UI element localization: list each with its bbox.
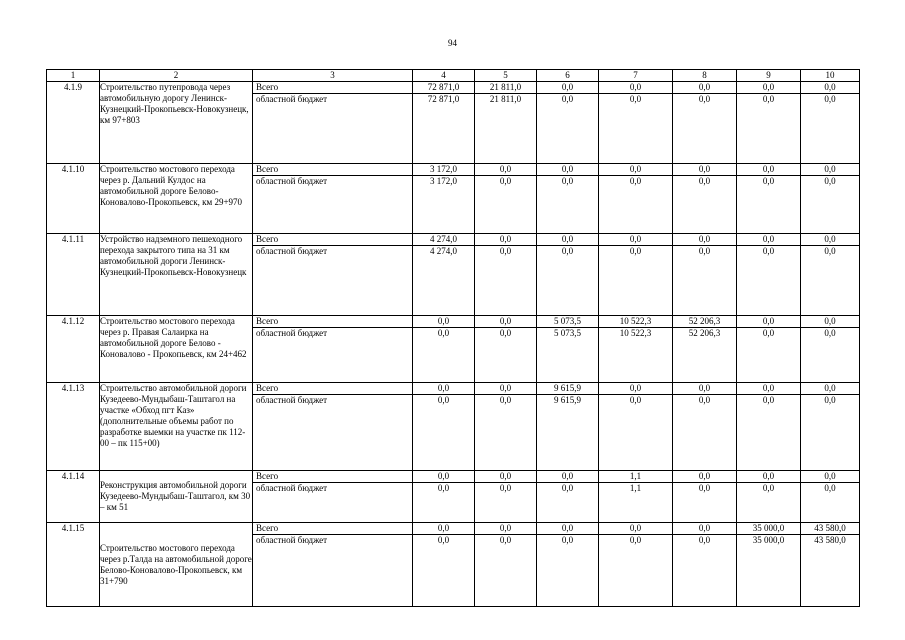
regional-value: 21 811,0: [489, 94, 522, 104]
regional-value: 52 206,3: [688, 328, 721, 338]
table-row: [47, 164, 860, 234]
value-cell: [801, 471, 860, 523]
total-value: 5 073,5: [537, 316, 598, 328]
value-cell: [801, 234, 860, 316]
regional-value: 0,0: [561, 535, 574, 545]
total-value: 72 871,0: [413, 82, 474, 94]
value-cell: [801, 523, 860, 607]
regional-value: 0,0: [762, 483, 775, 493]
regional-value: 0,0: [437, 483, 450, 493]
value-cell: [537, 234, 599, 316]
value-cell: [801, 82, 860, 164]
regional-value: 0,0: [499, 483, 512, 493]
value-cell: [413, 383, 475, 471]
total-value: 0,0: [673, 383, 736, 395]
value-cell: [737, 383, 801, 471]
total-value: 0,0: [737, 82, 800, 94]
fund-total-label: Всего: [253, 316, 412, 328]
funding-cell: [253, 383, 413, 471]
total-value: 0,0: [599, 234, 672, 246]
col-header: 9: [737, 70, 801, 82]
regional-value: 0,0: [698, 535, 711, 545]
value-cell: [599, 164, 673, 234]
row-code: 4.1.13: [47, 383, 100, 471]
col-header: 4: [413, 70, 475, 82]
regional-value: 0,0: [561, 246, 574, 256]
total-value: 0,0: [475, 316, 536, 328]
row-name: Строительство автомобильной дороги Кузедеево-Мундыбаш-Таштагол на участке «Обход пгт Каз» (дополнительные объемы работ по разработке выемки на участке пк 112-00 – пк 115+00): [100, 383, 253, 471]
regional-value: 0,0: [698, 483, 711, 493]
regional-value: 0,0: [629, 176, 642, 186]
regional-value: 0,0: [762, 94, 775, 104]
funding-cell: [253, 164, 413, 234]
regional-value: 0,0: [698, 246, 711, 256]
total-value: 1,1: [599, 471, 672, 483]
total-value: 0,0: [413, 383, 474, 395]
fund-regional-label: областной бюджет: [256, 246, 328, 256]
regional-value: 0,0: [561, 176, 574, 186]
value-cell: [475, 383, 537, 471]
total-value: 43 580,0: [801, 523, 859, 535]
value-cell: [475, 164, 537, 234]
fund-regional-label: областной бюджет: [256, 535, 328, 545]
total-value: 0,0: [413, 316, 474, 328]
total-value: 0,0: [801, 316, 859, 328]
total-value: 0,0: [537, 82, 598, 94]
value-cell: [413, 316, 475, 383]
fund-regional-label: областной бюджет: [256, 328, 328, 338]
value-cell: [537, 82, 599, 164]
total-value: 0,0: [673, 234, 736, 246]
funding-cell: [253, 471, 413, 523]
regional-value: 0,0: [824, 328, 836, 338]
total-value: 0,0: [475, 523, 536, 535]
value-cell: [537, 383, 599, 471]
value-cell: [801, 383, 860, 471]
regional-value: 43 580,0: [814, 535, 846, 545]
total-value: 0,0: [475, 383, 536, 395]
table-row: [47, 82, 860, 164]
col-header: 6: [537, 70, 599, 82]
value-cell: [673, 316, 737, 383]
table-row: [47, 316, 860, 383]
value-cell: [599, 523, 673, 607]
regional-value: 0,0: [698, 395, 711, 405]
funding-cell: [253, 82, 413, 164]
value-cell: [537, 523, 599, 607]
funding-cell: [253, 234, 413, 316]
regional-value: 0,0: [629, 535, 642, 545]
total-value: 0,0: [599, 383, 672, 395]
value-cell: [599, 82, 673, 164]
total-value: 0,0: [537, 471, 598, 483]
total-value: 0,0: [737, 234, 800, 246]
regional-value: 35 000,0: [752, 535, 785, 545]
value-cell: [673, 471, 737, 523]
regional-value: 4 274,0: [430, 246, 457, 256]
row-name: Строительство мостового перехода через р. Правая Салаирка на автомобильной дороге Белово - Коновалово - Прокопьевск, км 24+462: [100, 316, 253, 383]
fund-total-label: Всего: [253, 234, 412, 246]
value-cell: [475, 523, 537, 607]
table-row: [47, 383, 860, 471]
total-value: 0,0: [599, 523, 672, 535]
total-value: 0,0: [413, 523, 474, 535]
value-cell: [801, 164, 860, 234]
regional-value: 0,0: [499, 328, 512, 338]
value-cell: [599, 383, 673, 471]
regional-value: 0,0: [437, 395, 450, 405]
regional-value: 0,0: [629, 246, 642, 256]
row-code: 4.1.14: [47, 471, 100, 523]
regional-value: 0,0: [824, 176, 836, 186]
row-code: 4.1.15: [47, 523, 100, 607]
regional-value: 0,0: [762, 246, 775, 256]
value-cell: [475, 316, 537, 383]
total-value: 0,0: [737, 164, 800, 176]
regional-value: 1,1: [629, 483, 642, 493]
total-value: 0,0: [413, 471, 474, 483]
regional-value: 0,0: [629, 94, 642, 104]
total-value: 0,0: [673, 164, 736, 176]
col-header: 3: [253, 70, 413, 82]
regional-value: 0,0: [824, 246, 836, 256]
table-row: [47, 234, 860, 316]
value-cell: [737, 82, 801, 164]
col-header: 5: [475, 70, 537, 82]
value-cell: [599, 316, 673, 383]
regional-value: 0,0: [561, 483, 574, 493]
row-name: Реконструкция автомобильной дороги Кузедеево-Мундыбаш-Таштагол, км 30 – км 51: [100, 471, 253, 523]
total-value: 0,0: [801, 82, 859, 94]
total-value: 0,0: [801, 164, 859, 176]
total-value: 0,0: [599, 82, 672, 94]
total-value: 10 522,3: [599, 316, 672, 328]
page-number: 94: [448, 38, 457, 48]
regional-value: 5 073,5: [554, 328, 581, 338]
row-name: Строительство путепровода через автомобильную дорогу Ленинск-Кузнецкий-Прокопьевск-Новокузнецк, км 97+803: [100, 82, 253, 164]
row-code: 4.1.12: [47, 316, 100, 383]
value-cell: [537, 164, 599, 234]
value-cell: [673, 164, 737, 234]
row-name: Строительство мостового перехода через р.Талда на автомобильной дороге Белово-Коновалово-Прокопьевск, км 31+790: [100, 523, 253, 607]
total-value: 3 172,0: [413, 164, 474, 176]
regional-value: 0,0: [437, 535, 450, 545]
table-row: [47, 471, 860, 523]
value-cell: [737, 234, 801, 316]
fund-regional-label: областной бюджет: [256, 483, 328, 493]
regional-value: 0,0: [762, 328, 775, 338]
total-value: 0,0: [537, 523, 598, 535]
regional-value: 0,0: [698, 176, 711, 186]
total-value: 0,0: [475, 164, 536, 176]
value-cell: [537, 316, 599, 383]
value-cell: [737, 316, 801, 383]
regional-value: 0,0: [499, 246, 512, 256]
value-cell: [673, 383, 737, 471]
value-cell: [413, 234, 475, 316]
fund-total-label: Всего: [253, 523, 412, 535]
fund-regional-label: областной бюджет: [256, 395, 328, 405]
col-header: 10: [801, 70, 860, 82]
total-value: 9 615,9: [537, 383, 598, 395]
value-cell: [537, 471, 599, 523]
table-row: [47, 523, 860, 607]
col-header: 7: [599, 70, 673, 82]
value-cell: [475, 234, 537, 316]
regional-value: 10 522,3: [619, 328, 652, 338]
regional-value: 0,0: [698, 94, 711, 104]
total-value: 0,0: [737, 316, 800, 328]
regional-value: 0,0: [561, 94, 574, 104]
budget-table: [46, 69, 860, 607]
regional-value: 0,0: [762, 395, 775, 405]
value-cell: [673, 82, 737, 164]
regional-value: 0,0: [824, 483, 836, 493]
regional-value: 0,0: [437, 328, 450, 338]
funding-cell: [253, 316, 413, 383]
value-cell: [737, 164, 801, 234]
total-value: 0,0: [537, 164, 598, 176]
value-cell: [673, 523, 737, 607]
total-value: 0,0: [475, 234, 536, 246]
total-value: 0,0: [673, 82, 736, 94]
regional-value: 0,0: [499, 176, 512, 186]
fund-total-label: Всего: [253, 383, 412, 395]
row-code: 4.1.10: [47, 164, 100, 234]
total-value: 0,0: [801, 383, 859, 395]
regional-value: 0,0: [499, 395, 512, 405]
total-value: 0,0: [537, 234, 598, 246]
value-cell: [475, 82, 537, 164]
total-value: 0,0: [673, 523, 736, 535]
row-name: Строительство мостового перехода через р. Дальний Кулдос на автомобильной дороге Белово-Коновалово-Прокопьевск, км 29+970: [100, 164, 253, 234]
total-value: 0,0: [737, 471, 800, 483]
value-cell: [737, 471, 801, 523]
row-code: 4.1.11: [47, 234, 100, 316]
value-cell: [475, 471, 537, 523]
value-cell: [737, 523, 801, 607]
regional-value: 0,0: [762, 176, 775, 186]
row-code: 4.1.9: [47, 82, 100, 164]
total-value: 52 206,3: [673, 316, 736, 328]
header-row: [47, 70, 860, 82]
total-value: 35 000,0: [737, 523, 800, 535]
value-cell: [599, 234, 673, 316]
fund-total-label: Всего: [253, 164, 412, 176]
fund-regional-label: областной бюджет: [256, 176, 328, 186]
col-header: 8: [673, 70, 737, 82]
value-cell: [673, 234, 737, 316]
fund-regional-label: областной бюджет: [256, 94, 328, 104]
regional-value: 0,0: [824, 94, 836, 104]
row-name: Устройство надземного пешеходного перехода закрытого типа на 31 км автомобильной дороги Ленинск-Кузнецкий-Прокопьевск-Новокузнецк: [100, 234, 253, 316]
total-value: 0,0: [599, 164, 672, 176]
regional-value: 9 615,9: [554, 395, 581, 405]
total-value: 0,0: [801, 471, 859, 483]
value-cell: [801, 316, 860, 383]
funding-cell: [253, 523, 413, 607]
regional-value: 72 871,0: [427, 94, 460, 104]
fund-total-label: Всего: [253, 82, 412, 94]
total-value: 4 274,0: [413, 234, 474, 246]
total-value: 0,0: [801, 234, 859, 246]
total-value: 21 811,0: [475, 82, 536, 94]
total-value: 0,0: [673, 471, 736, 483]
regional-value: 0,0: [499, 535, 512, 545]
value-cell: [599, 471, 673, 523]
fund-total-label: Всего: [253, 471, 412, 483]
value-cell: [413, 523, 475, 607]
value-cell: [413, 82, 475, 164]
regional-value: 0,0: [824, 395, 836, 405]
col-header: 2: [100, 70, 253, 82]
regional-value: 0,0: [629, 395, 642, 405]
regional-value: 3 172,0: [430, 176, 457, 186]
total-value: 0,0: [737, 383, 800, 395]
value-cell: [413, 164, 475, 234]
col-header: 1: [47, 70, 100, 82]
total-value: 0,0: [475, 471, 536, 483]
value-cell: [413, 471, 475, 523]
